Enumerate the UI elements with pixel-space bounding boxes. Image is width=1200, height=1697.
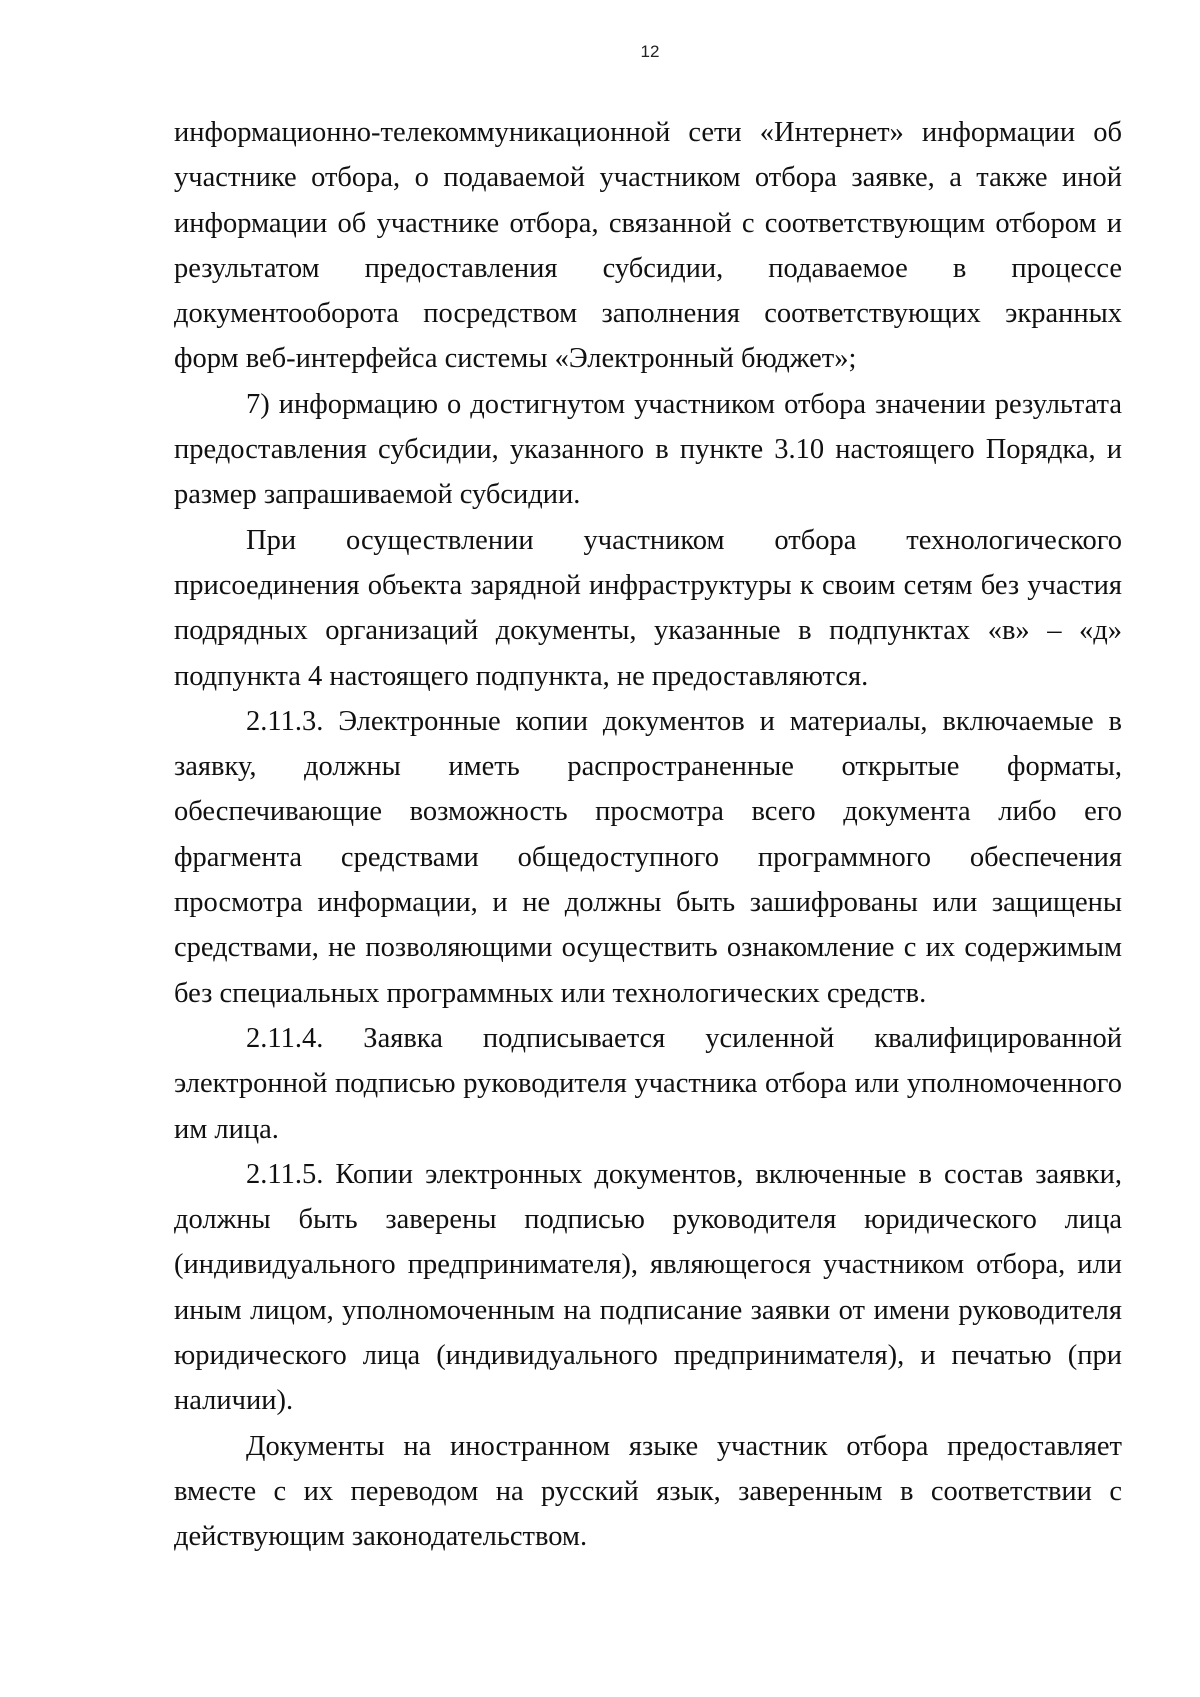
document-body bbox=[174, 110, 1122, 1560]
paragraph-item-7: 7) информацию о достигнутом участником отбора значении результата предоставления субсидии, указанного в пункте 3.10 настоящего Порядка, и размер запрашиваемой субсидии. bbox=[174, 388, 1122, 511]
page-number: 12 bbox=[640, 42, 660, 61]
paragraph-2-11-4: 2.11.4. Заявка подписывается усиленной квалифицированной электронной подписью руководителя участника отбора или уполномоченного им лица. bbox=[174, 1022, 1122, 1145]
paragraph-2-11-3: 2.11.3. Электронные копии документов и материалы, включаемые в заявку, должны иметь распространенные открытые форматы, обеспечивающие возможность просмотра всего документа либо его фрагмента средствами общедоступного программного обеспечения просмотра информации, и не должны быть зашифрованы или защищены средствами, не позволяющими осуществить ознакомление с их содержимым без специальных программных или технологических средств. bbox=[174, 705, 1122, 1009]
paragraph-continuation: информационно-телекоммуникационной сети «Интернет» информации об участнике отбора, о подаваемой участником отбора заявке, а также иной информации об участнике отбора, связанной с соответствующим отбором и результатом предоставления субсидии, подаваемое в процессе документооборота посредством заполнения соответствующих экранных форм веб-интерфейса системы «Электронный бюджет»; bbox=[174, 117, 1122, 375]
paragraph-technological-connection: При осуществлении участником отбора технологического присоединения объекта зарядной инфраструктуры к своим сетям без участия подрядных организаций документы, указанные в подпунктах «в» – «д» подпункта 4 настоящего подпункта, не предоставляются. bbox=[174, 524, 1122, 692]
paragraph-2-11-5: 2.11.5. Копии электронных документов, включенные в состав заявки, должны быть заверены подписью руководителя юридического лица (индивидуального предпринимателя), являющегося участником отбора, или иным лицом, уполномоченным на подписание заявки от имени руководителя юридического лица (индивидуального предпринимателя), и печатью (при наличии). bbox=[174, 1158, 1122, 1417]
paragraph-foreign-language-documents: Документы на иностранном языке участник отбора предоставляет вместе с их переводом на русский язык, заверенным в соответствии с действующим законодательством. bbox=[174, 1430, 1122, 1553]
